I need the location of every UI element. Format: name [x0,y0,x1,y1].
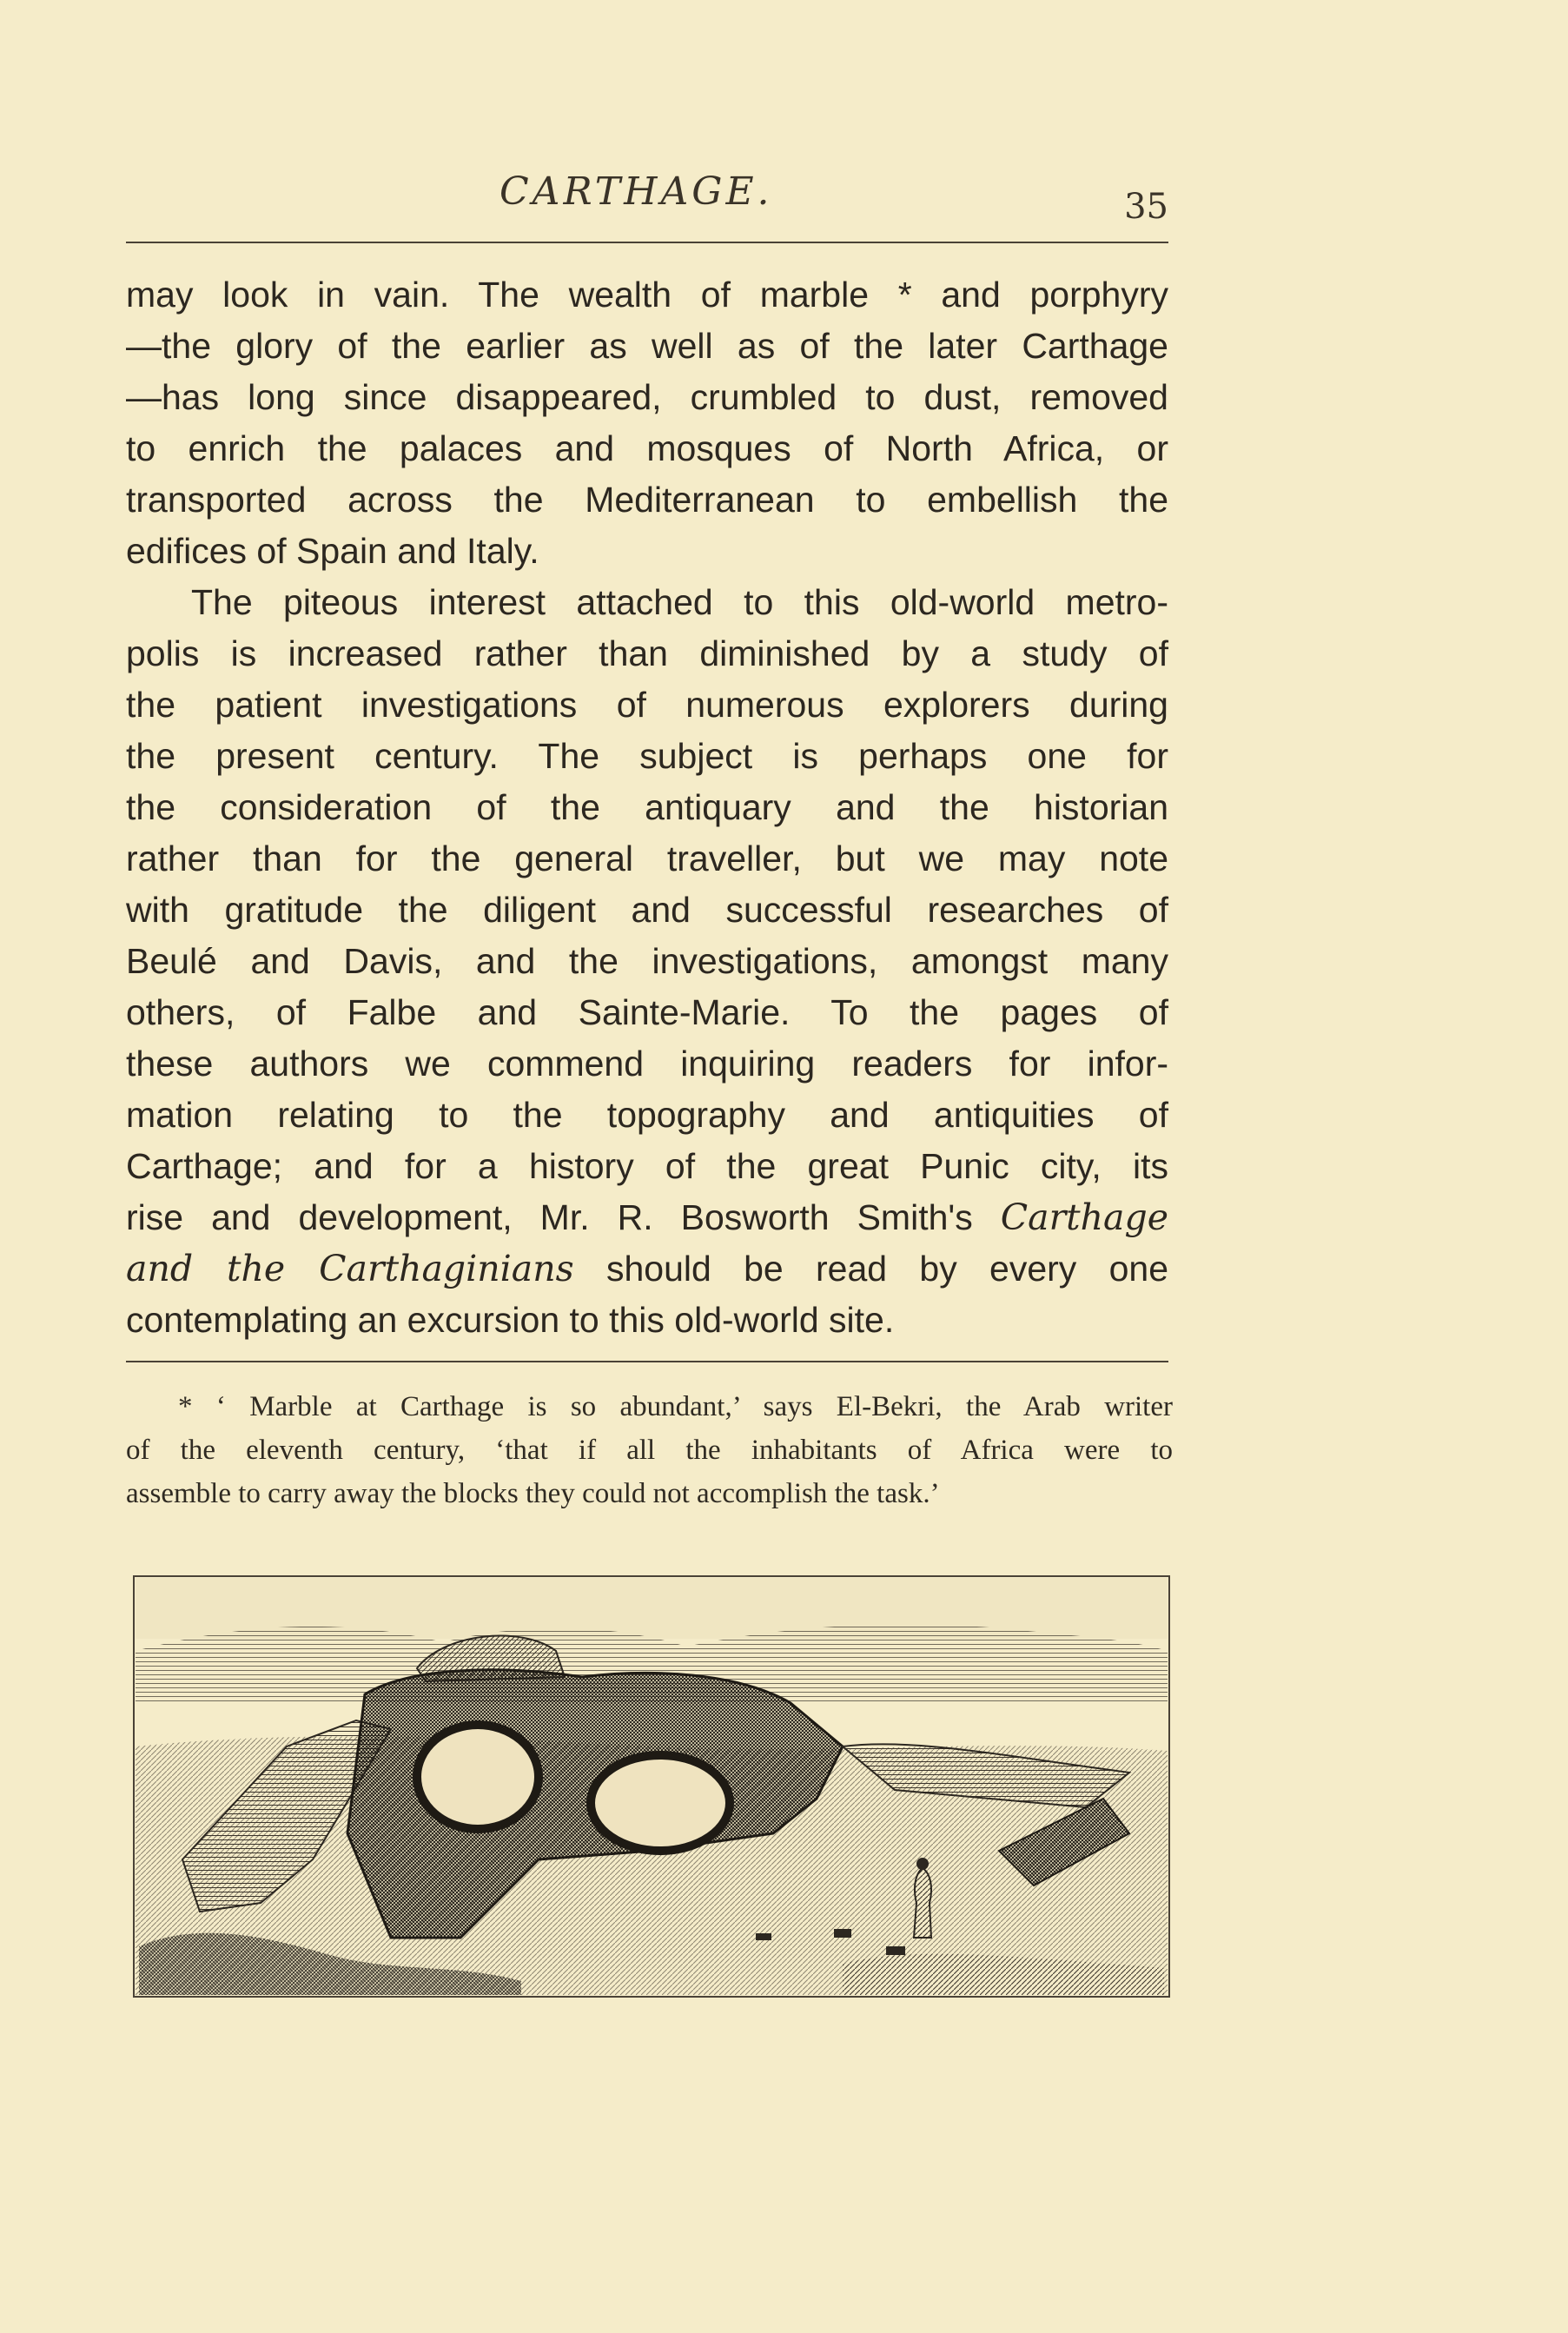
footnote [126,1385,1173,1515]
running-head [126,169,1168,239]
text-run: rise and development, Mr. R. Bosworth Smith's [126,1197,973,1237]
text-line: these authors we commend inquiring readers for infor- [126,1044,1168,1084]
text-line: others, of Falbe and Sainte-Marie. To the pages of [126,992,1168,1032]
arch-opening-right [591,1755,730,1851]
text-line: —has long since disappeared, crumbled to dust, removed [126,377,1168,417]
text-line: the consideration of the antiquary and the historian [126,787,1168,827]
standing-figure [914,1868,931,1938]
text-line: Carthage; and for a history of the great Punic city, its [126,1146,1168,1186]
footnote-line: * ‘ Marble at Carthage is so abundant,’ says El-Bekri, the Arab writer [178,1391,1173,1422]
text-line: contemplating an excursion to this old-world site. [126,1300,895,1340]
arch-opening-left [417,1725,539,1829]
text-line: may look in vain. The wealth of marble * and porphyry [126,275,1168,315]
header-rule [126,242,1168,243]
running-title: CARTHAGE. [500,169,773,214]
text-line: the patient investigations of numerous explorers during [126,685,1168,725]
text-line: to enrich the palaces and mosques of North Africa, or [126,428,1168,468]
engraving-svg [130,1573,1173,2000]
paragraph-2 [126,577,1168,1346]
text-line: with gratitude the diligent and successful researches of [126,890,1168,930]
text-line: —the glory of the earlier as well as of the later Carthage [126,326,1168,366]
animal-goat [756,1933,771,1940]
text-line: edifices of Spain and Italy. [126,531,539,571]
engraving-ruins-illustration [130,1573,1173,2000]
footnote-line: assemble to carry away the blocks they could not accomplish the task.’ [126,1478,940,1509]
text-line: Beulé and Davis, and the investigations, amongst many [126,941,1168,981]
animal-goat [886,1946,905,1955]
book-title-italic: and the Carthaginians [126,1248,574,1289]
figure-head [916,1858,929,1870]
animal-goat [834,1929,851,1938]
text-line: mation relating to the topography and antiquities of [126,1095,1168,1135]
text-line: The piteous interest attached to this old-world metro- [191,582,1168,622]
paragraph-1 [126,269,1168,577]
text-line: polis is increased rather than diminished by a study of [126,633,1168,673]
text-line: the present century. The subject is perhaps one for [126,736,1168,776]
text-line-with-title [126,1192,1168,1243]
page-number: 35 [1124,187,1168,227]
body-text [126,269,1168,1346]
book-title-italic: Carthage [1000,1196,1168,1238]
footnote-line: of the eleventh century, ‘that if all the inhabitants of Africa were to [126,1435,1173,1466]
text-line: transported across the Mediterranean to embellish the [126,480,1168,520]
text-line-with-title [126,1243,1168,1295]
text-line: rather than for the general traveller, but we may note [126,838,1168,878]
text-run: should be read by every one [605,1249,1168,1289]
footnote-rule [126,1361,1168,1362]
